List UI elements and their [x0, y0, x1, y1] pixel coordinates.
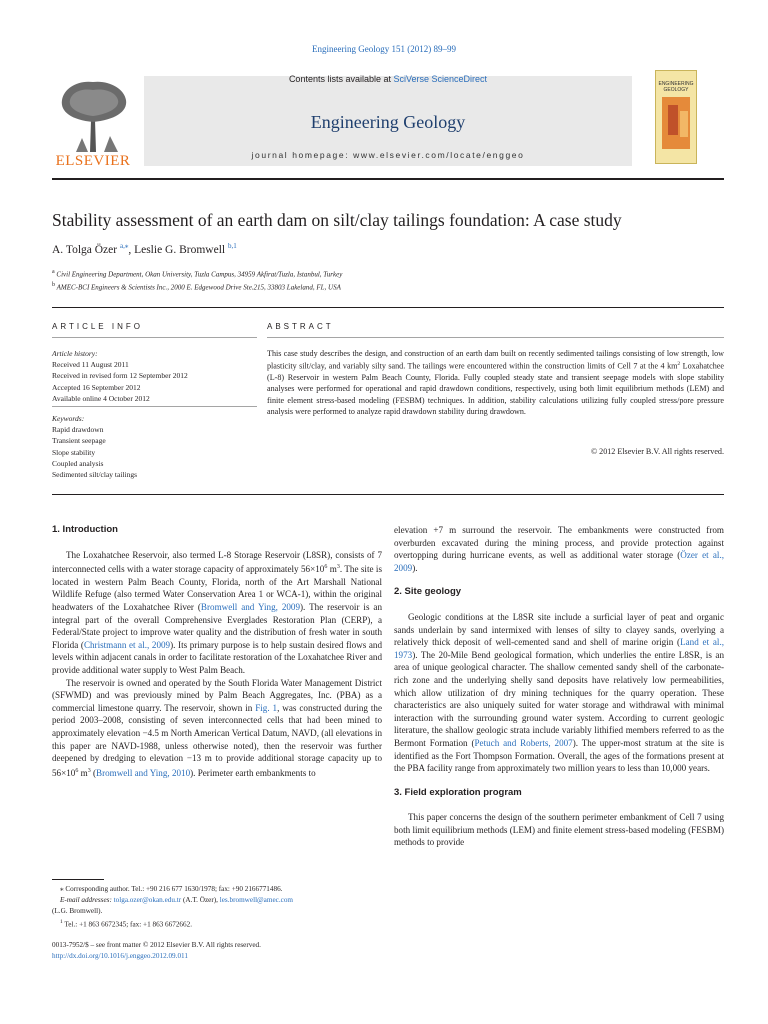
footnote-phone: $^1$ Tel.: +1 863 6672345; fax: +1 863 6672662. — [60, 919, 193, 929]
reference-link[interactable]: Özer et al., 2009 — [394, 550, 725, 573]
issn-text: 0013-7952/$ – see front matter © 2012 Elsevier B.V. All rights reserved. — [52, 941, 261, 949]
keyword: Sedimented silt/clay tailings — [52, 470, 137, 480]
journal-title: Engineering Geology — [310, 112, 466, 132]
author-list: A. Tolga Özer $^{a,⁎}$, Leslie G. Bromwell $^{b,1}$ — [52, 242, 237, 256]
issn-line — [52, 940, 382, 962]
footnote-corresponding: ⁎ Corresponding author. Tel.: +90 216 677 1630/1978; fax: +90 2166771486. — [60, 885, 283, 893]
elsevier-tree-icon — [52, 76, 134, 154]
figure-link[interactable]: Fig. 1 — [255, 702, 278, 713]
paragraph: This paper concerns the design of the southern perimeter embankment of Cell 7 using both limit equilibrium methods (LEM) and finite element stress-based modeling (FESBM) methods to provide — [394, 812, 724, 848]
affiliation-a: $^a$ Civil Engineering Department, Okan University, Tuzla Campus, 34959 Akfirat/Tuzla, Istanbul, Turkey — [52, 269, 343, 279]
article-title: Stability assessment of an earth dam on silt/clay tailings foundation: A case study — [52, 210, 622, 230]
author-affil-mark[interactable]: b,1 — [227, 242, 237, 250]
keyword: Rapid drawdown — [52, 425, 104, 435]
article-history — [52, 348, 257, 404]
keywords — [52, 413, 257, 480]
cover-title: ENGINEERING GEOLOGY — [658, 81, 694, 93]
author-name: Leslie G. Bromwell — [134, 243, 226, 256]
abstract-heading: ABSTRACT — [267, 322, 334, 331]
keyword: Transient seepage — [52, 436, 106, 446]
article-info-rule — [52, 337, 257, 338]
doi-link[interactable]: http://dx.doi.org/10.1016/j.enggeo.2012.09.011 — [52, 952, 188, 960]
paragraph: The reservoir is owned and operated by the South Florida Water Management District (SFWMD) and was previously mined by Palm Beach Aggregates, Inc. (PBA) as a commercial limestone quarry. The reservoir, shown in Fig. 1, was constructed during the period 2003–2008, consisting of seven interconnected cells that had been mined to approximately elevation −4.5 m North American Vertical Datum, NAVD, (all elevations in this paper are NAVD-1988, unless otherwise noted), then the reservoir was further deepened by dredging to elevation −13 m to provide additional storage capacity up to $56\times 10^6$ $m^3$ (Bromwell and Ying, 2010). Perimeter earth embankments to — [52, 677, 382, 778]
history-item: Received in revised form 12 September 2012 — [52, 371, 188, 381]
section-heading: 2. Site geology — [394, 586, 462, 598]
abstract-bottom-rule — [52, 494, 724, 495]
keyword: Coupled analysis — [52, 458, 104, 468]
keyword: Slope stability — [52, 447, 96, 457]
footnote-email: E-mail addresses: tolga.ozer@okan.edu.tr (A.T. Özer), les.bromwell@amec.com — [60, 896, 294, 904]
footnote-email-who: (L.G. Bromwell). — [52, 907, 103, 915]
copyright-line: © 2012 Elsevier B.V. All rights reserved. — [590, 447, 724, 456]
journal-banner — [144, 76, 632, 166]
elsevier-logo — [52, 76, 134, 170]
keywords-label: Keywords: — [52, 414, 85, 423]
reference-link[interactable]: Land et al., 1973 — [394, 637, 724, 660]
header-rule — [52, 178, 724, 180]
footnote-rule — [52, 879, 104, 880]
abstract-rule — [267, 337, 724, 338]
journal-homepage[interactable]: journal homepage: www.elsevier.com/locate/enggeo — [251, 150, 525, 160]
section-heading: 3. Field exploration program — [394, 786, 522, 798]
paragraph: elevation +7 m surround the reservoir. The embankments were constructed from overburden excavated during the mining process, and provide protection against overtopping during hurricane events, as well as additional water storage (Özer et al., 2009). — [394, 525, 725, 573]
affiliations — [52, 267, 342, 294]
email-link[interactable]: tolga.ozer@okan.edu.tr — [113, 896, 182, 904]
history-item: Accepted 16 September 2012 — [52, 382, 141, 392]
paragraph: The Loxahatchee Reservoir, also termed L-8 Storage Reservoir (L8SR), consists of 7 interconnected cells with a water storage capacity of approximately $56\times 10^6$ $m^3$. The site is located in western Palm Beach County, Florida, north of the Art Marshall National Wildlife Refuge (also termed Water Conservation Area 1 or WCA-1), within the original headwaters of the Loxahatchee River (Bromwell and Ying, 2009). The reservoir is an integral part of the overall Comprehensive Everglades Restoration Plan (CERP), a Federal/State project to improve water quality and the distribution of fresh water in south Florida (Christmann et al., 2009). Its primary purpose is to help sustain desired flows and levels within adjacent canals in order to facilitate restoration of the Loxahatchee River and provide additional water supply to West Palm Beach. — [52, 549, 383, 675]
masthead — [52, 70, 712, 170]
reference-link[interactable]: Bromwell and Ying, 2009 — [200, 602, 301, 612]
author-affil-mark[interactable]: a,⁎ — [119, 242, 129, 250]
article-info-heading: ARTICLE INFO — [52, 322, 143, 331]
history-rule — [52, 406, 257, 407]
history-item: Available online 4 October 2012 — [52, 393, 150, 403]
cover-art-icon — [656, 71, 696, 163]
sciencedirect-link[interactable]: SciVerse ScienceDirect — [393, 74, 488, 84]
journal-cover-thumbnail — [655, 70, 697, 164]
section-heading: 1. Introduction — [52, 524, 118, 535]
journal-citation[interactable]: Engineering Geology 151 (2012) 89–99 — [312, 44, 456, 54]
paragraph: Geologic conditions at the L8SR site include a surficial layer of peat and organic sands underlain by sand intermixed with lenses of silty to clayey sands, overlying a relatively thick deposit of well-cemented sand and shell of marine origin (Land et al., 1973). The 20-Mile Bend geological formation, which underlies the entire L8SR, is an area of unique geological character. The shallow cemented sandy shell of the carbonate-rich zone and the underlying shelly sand deposits have relatively low permeabilities, which allow utilization of dry mining techniques for the quarry operation. These characteristics are also uniquely suited for water storage and withdrawal with minimal interaction with the surrounding ground water system. According to current geologic literature, the shallow geologic strata include variably lithified members referred to as the Bermont Formation (Petuch and Roberts, 2007). The upper-most stratum at the site is identified as the Fort Thompson Formation. Overall, the ages of the formations present at the PBA facility range from approximately two million years to less than 10,000 years. — [394, 611, 724, 774]
contents-prefix: Contents lists available at — [288, 74, 394, 84]
publisher-name: ELSEVIER — [55, 153, 131, 169]
reference-link[interactable]: Bromwell and Ying, 2010 — [96, 767, 191, 778]
body-column-left — [52, 524, 382, 779]
reference-link[interactable]: Christmann et al., 2009 — [83, 639, 171, 650]
affiliation-b: $^b$ AMEC-BCI Engineers & Scientists Inc., 2000 E. Edgewood Drive Ste.215, 33803 Lakeland, FL, USA — [52, 282, 341, 292]
contents-line — [144, 74, 632, 84]
abstract-body: This case study describes the design, and construction of an earth dam built on recently sedimented tailings consisting of low strength, low plasticity silt/clay, and variably silty sand. The tailings were encountered within the construction limits of Cell 7 at the 4 $km^2$ Loxahatchee (L-8) Reservoir in western Palm Beach County, Florida. Fully coupled steady state and transient seepage models with slope stability analyses were performed for operational and rapid drawdown conditions, respectively, using both limit equilibrium methods (LEM) and finite element stress-based modeling (FESBM) techniques. In addition, stability calculations utilizing fully coupled stress/pore pressure analysis were performed to analyze rapid drawdown stability during drawdown. — [267, 349, 724, 416]
body-column-right — [394, 524, 724, 849]
author-name: A. Tolga Özer — [52, 243, 118, 256]
footnotes — [52, 884, 382, 930]
affil-rule — [52, 307, 724, 308]
history-label: Article history: — [52, 349, 98, 358]
history-item: Received 11 August 2011 — [52, 360, 129, 370]
email-link[interactable]: les.bromwell@amec.com — [219, 896, 294, 904]
reference-link[interactable]: Petuch and Roberts, 2007 — [474, 737, 573, 748]
